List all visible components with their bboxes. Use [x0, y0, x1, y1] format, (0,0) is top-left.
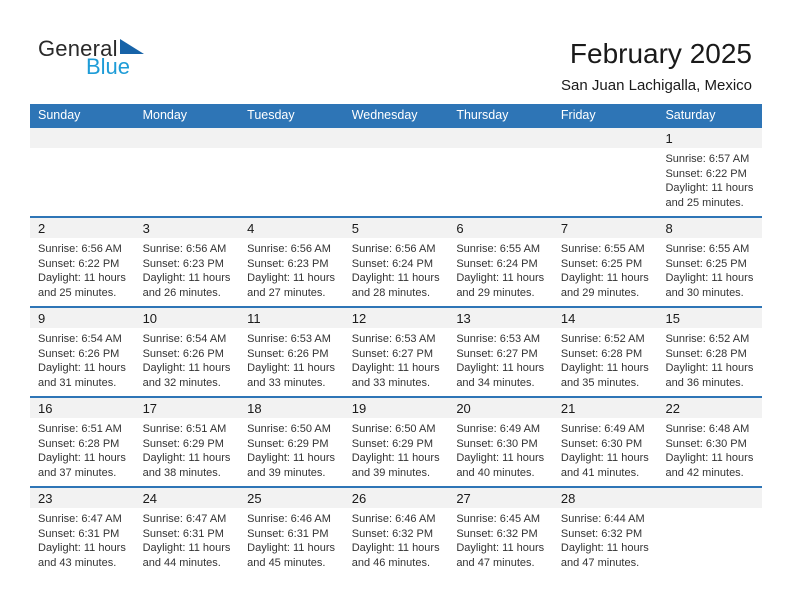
sunset-line: Sunset: 6:25 PM — [665, 257, 747, 270]
day-number: 3 — [135, 218, 240, 238]
day-details — [135, 238, 240, 306]
sunset-line: Sunset: 6:31 PM — [142, 527, 224, 540]
day-cell — [30, 488, 135, 576]
logo-text-blue: Blue — [86, 54, 131, 79]
day-cell — [135, 398, 240, 486]
daylight-line: Daylight: 11 hours and 25 minutes. — [665, 182, 754, 209]
day-cell — [657, 218, 762, 306]
sunrise-line: Sunrise: 6:55 AM — [560, 243, 645, 255]
daylight-line: Daylight: 11 hours and 37 minutes. — [38, 452, 126, 479]
day-details — [135, 418, 240, 486]
daylight-line: Daylight: 11 hours and 26 minutes. — [142, 272, 231, 299]
day-number: 13 — [448, 308, 553, 328]
sunset-line: Sunset: 6:27 PM — [351, 347, 434, 360]
sunset-line: Sunset: 6:24 PM — [351, 257, 434, 270]
logo-triangle-icon — [120, 39, 144, 55]
sunset-line: Sunset: 6:28 PM — [560, 347, 643, 360]
daylight-line: Daylight: 11 hours and 25 minutes. — [38, 272, 126, 299]
day-details — [553, 508, 658, 576]
day-details — [657, 238, 762, 306]
day-number: 25 — [239, 488, 344, 508]
day-cell — [553, 308, 658, 396]
sunset-line: Sunset: 6:29 PM — [142, 437, 224, 450]
daylight-line: Daylight: 11 hours and 32 minutes. — [142, 362, 231, 389]
day-details — [657, 328, 762, 396]
daylight-line: Daylight: 11 hours and 40 minutes. — [456, 452, 545, 479]
sunrise-line: Sunrise: 6:49 AM — [456, 423, 541, 435]
sunrise-line: Sunrise: 6:57 AM — [665, 153, 750, 165]
daylight-line: Daylight: 11 hours and 47 minutes. — [456, 542, 545, 569]
daylight-line: Daylight: 11 hours and 45 minutes. — [247, 542, 336, 569]
sunset-line: Sunset: 6:28 PM — [38, 437, 120, 450]
sunset-line: Sunset: 6:31 PM — [38, 527, 120, 540]
daylight-line: Daylight: 11 hours and 41 minutes. — [560, 452, 649, 479]
day-details — [448, 238, 553, 306]
page-subtitle: San Juan Lachigalla, Mexico — [561, 77, 752, 94]
daylight-line: Daylight: 11 hours and 33 minutes. — [247, 362, 336, 389]
week-row — [30, 216, 762, 306]
daylight-line: Daylight: 11 hours and 44 minutes. — [142, 542, 231, 569]
day-cell — [344, 308, 449, 396]
daylight-line: Daylight: 11 hours and 38 minutes. — [142, 452, 231, 479]
weekday-header-monday: Monday — [142, 108, 188, 122]
day-number — [448, 128, 553, 148]
day-number: 15 — [657, 308, 762, 328]
day-number: 10 — [135, 308, 240, 328]
sunset-line: Sunset: 6:26 PM — [247, 347, 329, 360]
day-details — [448, 508, 553, 576]
sunset-line: Sunset: 6:26 PM — [38, 347, 120, 360]
daylight-line: Daylight: 11 hours and 31 minutes. — [38, 362, 126, 389]
generalblue-logo — [38, 38, 144, 78]
day-number: 7 — [553, 218, 658, 238]
day-details — [448, 328, 553, 396]
empty-day-cell — [239, 128, 344, 216]
daylight-line: Daylight: 11 hours and 46 minutes. — [351, 542, 440, 569]
empty-day-cell — [657, 488, 762, 576]
weekday-header-saturday: Saturday — [665, 108, 716, 122]
day-number: 26 — [344, 488, 449, 508]
daylight-line: Daylight: 11 hours and 27 minutes. — [247, 272, 336, 299]
sunset-line: Sunset: 6:32 PM — [560, 527, 643, 540]
weekday-header-thursday: Thursday — [456, 108, 509, 122]
day-number: 28 — [553, 488, 658, 508]
day-cell — [30, 218, 135, 306]
day-cell — [448, 218, 553, 306]
day-details — [135, 328, 240, 396]
day-details — [657, 148, 762, 216]
day-number: 8 — [657, 218, 762, 238]
day-number: 2 — [30, 218, 135, 238]
day-details — [344, 418, 449, 486]
day-cell — [657, 398, 762, 486]
sunset-line: Sunset: 6:30 PM — [456, 437, 538, 450]
sunrise-line: Sunrise: 6:53 AM — [247, 333, 331, 345]
day-cell — [553, 218, 658, 306]
sunrise-line: Sunrise: 6:52 AM — [665, 333, 750, 345]
daylight-line: Daylight: 11 hours and 47 minutes. — [560, 542, 649, 569]
day-cell — [657, 128, 762, 216]
day-number: 9 — [30, 308, 135, 328]
day-number: 20 — [448, 398, 553, 418]
day-details — [344, 508, 449, 576]
day-cell — [239, 218, 344, 306]
sunrise-line: Sunrise: 6:56 AM — [38, 243, 122, 255]
day-details — [30, 238, 135, 306]
sunrise-line: Sunrise: 6:56 AM — [142, 243, 227, 255]
day-number: 23 — [30, 488, 135, 508]
day-number: 1 — [657, 128, 762, 148]
day-number: 17 — [135, 398, 240, 418]
daylight-line: Daylight: 11 hours and 29 minutes. — [456, 272, 545, 299]
day-details — [30, 328, 135, 396]
weekday-header-tuesday: Tuesday — [247, 108, 295, 122]
day-details — [135, 508, 240, 576]
sunrise-line: Sunrise: 6:51 AM — [142, 423, 227, 435]
weekday-header-sunday: Sunday — [38, 108, 81, 122]
day-cell — [657, 308, 762, 396]
day-details — [553, 238, 658, 306]
page-title: February 2025 — [569, 38, 752, 69]
day-details — [448, 418, 553, 486]
sunset-line: Sunset: 6:29 PM — [247, 437, 329, 450]
day-number: 4 — [239, 218, 344, 238]
sunset-line: Sunset: 6:30 PM — [665, 437, 747, 450]
calendar-table — [30, 104, 762, 576]
sunset-line: Sunset: 6:25 PM — [560, 257, 643, 270]
day-details — [344, 328, 449, 396]
sunrise-line: Sunrise: 6:45 AM — [456, 513, 541, 525]
day-cell — [135, 218, 240, 306]
sunset-line: Sunset: 6:28 PM — [665, 347, 747, 360]
day-number: 24 — [135, 488, 240, 508]
day-cell — [135, 488, 240, 576]
day-cell — [448, 398, 553, 486]
day-number: 21 — [553, 398, 658, 418]
day-number — [30, 128, 135, 148]
sunrise-line: Sunrise: 6:47 AM — [38, 513, 122, 525]
day-number — [135, 128, 240, 148]
sunset-line: Sunset: 6:29 PM — [351, 437, 434, 450]
empty-day-cell — [344, 128, 449, 216]
day-number: 16 — [30, 398, 135, 418]
empty-day-cell — [135, 128, 240, 216]
calendar-weeks — [30, 126, 762, 576]
day-number — [553, 128, 658, 148]
day-details — [239, 508, 344, 576]
day-cell — [448, 308, 553, 396]
day-cell — [30, 308, 135, 396]
weekday-header-friday: Friday — [560, 108, 596, 122]
day-details — [344, 238, 449, 306]
day-number: 12 — [344, 308, 449, 328]
empty-day-cell — [448, 128, 553, 216]
sunset-line: Sunset: 6:32 PM — [456, 527, 538, 540]
sunset-line: Sunset: 6:30 PM — [560, 437, 643, 450]
day-cell — [553, 398, 658, 486]
daylight-line: Daylight: 11 hours and 35 minutes. — [560, 362, 649, 389]
sunset-line: Sunset: 6:31 PM — [247, 527, 329, 540]
weekday-header-wednesday: Wednesday — [351, 108, 418, 122]
sunset-line: Sunset: 6:24 PM — [456, 257, 538, 270]
week-row — [30, 396, 762, 486]
sunset-line: Sunset: 6:32 PM — [351, 527, 434, 540]
daylight-line: Daylight: 11 hours and 39 minutes. — [247, 452, 336, 479]
day-cell — [239, 308, 344, 396]
sunrise-line: Sunrise: 6:51 AM — [38, 423, 122, 435]
sunset-line: Sunset: 6:23 PM — [247, 257, 329, 270]
day-number: 27 — [448, 488, 553, 508]
daylight-line: Daylight: 11 hours and 36 minutes. — [665, 362, 754, 389]
daylight-line: Daylight: 11 hours and 33 minutes. — [351, 362, 440, 389]
sunset-line: Sunset: 6:22 PM — [38, 257, 120, 270]
day-number: 22 — [657, 398, 762, 418]
day-number: 6 — [448, 218, 553, 238]
day-cell — [344, 218, 449, 306]
daylight-line: Daylight: 11 hours and 42 minutes. — [665, 452, 754, 479]
empty-day-cell — [553, 128, 658, 216]
day-cell — [239, 488, 344, 576]
day-cell — [344, 488, 449, 576]
sunrise-line: Sunrise: 6:55 AM — [456, 243, 541, 255]
day-cell — [30, 398, 135, 486]
daylight-line: Daylight: 11 hours and 34 minutes. — [456, 362, 545, 389]
day-details — [239, 238, 344, 306]
day-details — [657, 418, 762, 486]
sunrise-line: Sunrise: 6:44 AM — [560, 513, 645, 525]
week-row — [30, 306, 762, 396]
day-details — [30, 418, 135, 486]
day-number: 5 — [344, 218, 449, 238]
day-cell — [553, 488, 658, 576]
day-details — [553, 328, 658, 396]
day-details — [239, 418, 344, 486]
sunrise-line: Sunrise: 6:47 AM — [142, 513, 227, 525]
sunrise-line: Sunrise: 6:53 AM — [351, 333, 436, 345]
sunrise-line: Sunrise: 6:53 AM — [456, 333, 541, 345]
sunrise-line: Sunrise: 6:50 AM — [247, 423, 331, 435]
day-number — [344, 128, 449, 148]
daylight-line: Daylight: 11 hours and 29 minutes. — [560, 272, 649, 299]
day-cell — [239, 398, 344, 486]
daylight-line: Daylight: 11 hours and 43 minutes. — [38, 542, 126, 569]
sunrise-line: Sunrise: 6:55 AM — [665, 243, 750, 255]
day-number: 18 — [239, 398, 344, 418]
daylight-line: Daylight: 11 hours and 30 minutes. — [665, 272, 754, 299]
week-row — [30, 126, 762, 216]
sunrise-line: Sunrise: 6:52 AM — [560, 333, 645, 345]
day-cell — [448, 488, 553, 576]
day-details — [30, 508, 135, 576]
sunset-line: Sunset: 6:22 PM — [665, 167, 747, 180]
day-cell — [135, 308, 240, 396]
sunrise-line: Sunrise: 6:54 AM — [38, 333, 122, 345]
empty-day-cell — [30, 128, 135, 216]
day-details — [553, 418, 658, 486]
weekday-header-row — [30, 104, 762, 126]
sunrise-line: Sunrise: 6:48 AM — [665, 423, 750, 435]
day-cell — [344, 398, 449, 486]
daylight-line: Daylight: 11 hours and 39 minutes. — [351, 452, 440, 479]
day-number — [239, 128, 344, 148]
day-number: 11 — [239, 308, 344, 328]
day-number: 14 — [553, 308, 658, 328]
day-number — [657, 488, 762, 508]
day-number: 19 — [344, 398, 449, 418]
sunrise-line: Sunrise: 6:54 AM — [142, 333, 227, 345]
sunrise-line: Sunrise: 6:56 AM — [247, 243, 331, 255]
logo-text-general: General — [38, 36, 118, 61]
sunrise-line: Sunrise: 6:49 AM — [560, 423, 645, 435]
daylight-line: Daylight: 11 hours and 28 minutes. — [351, 272, 440, 299]
week-row — [30, 486, 762, 576]
sunrise-line: Sunrise: 6:46 AM — [351, 513, 436, 525]
sunset-line: Sunset: 6:27 PM — [456, 347, 538, 360]
sunrise-line: Sunrise: 6:50 AM — [351, 423, 436, 435]
sunset-line: Sunset: 6:26 PM — [142, 347, 224, 360]
sunset-line: Sunset: 6:23 PM — [142, 257, 224, 270]
sunrise-line: Sunrise: 6:46 AM — [247, 513, 331, 525]
day-details — [239, 328, 344, 396]
sunrise-line: Sunrise: 6:56 AM — [351, 243, 436, 255]
